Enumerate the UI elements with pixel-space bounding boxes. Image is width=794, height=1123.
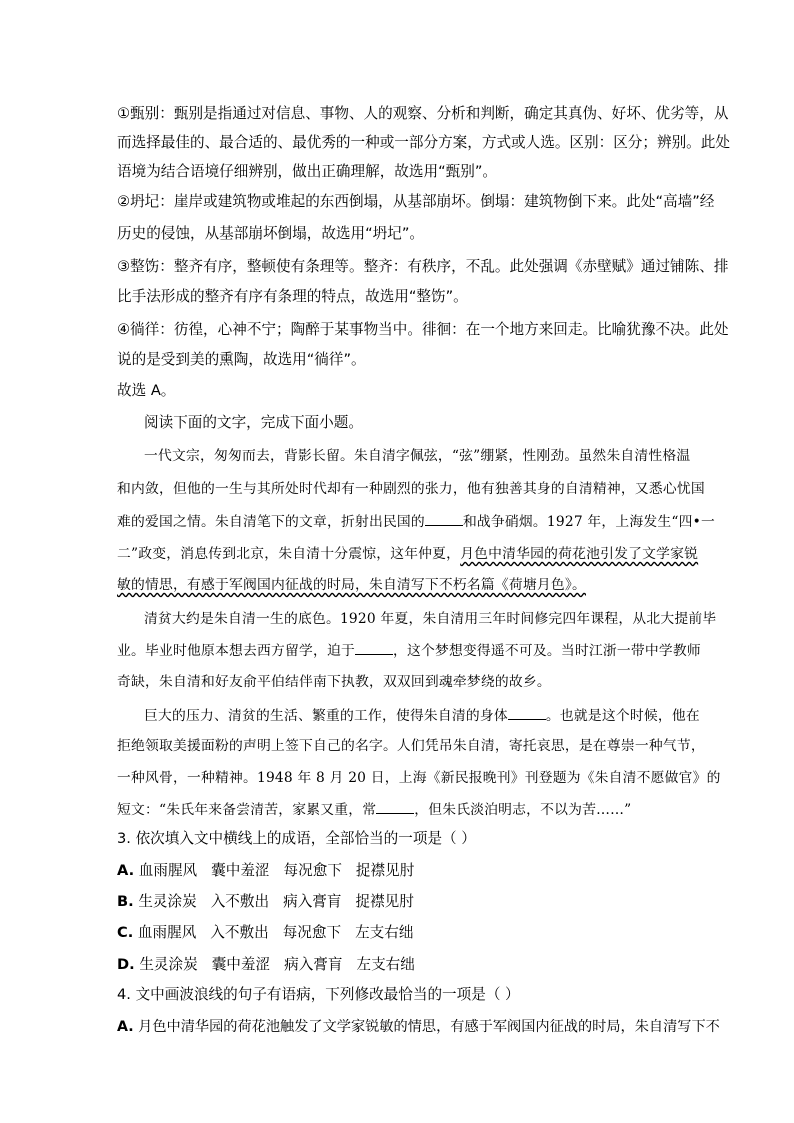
explanation-answer: 故选 A。 [117, 382, 176, 399]
explanation-line-3: 语境为结合语境仔细辨别，做出正确理解，故选用“甄别”。 [117, 163, 497, 180]
passage-p3-line-1-part-b: 。也就是这个时候，他在 [545, 708, 700, 724]
option-label: B. [117, 893, 134, 910]
option-label: D. [117, 956, 135, 973]
option-label: A. [117, 1019, 134, 1035]
option-term: 囊中羞涩 [211, 862, 270, 879]
fill-blank-4 [376, 799, 414, 814]
fill-blank-1 [425, 511, 463, 526]
passage-p2-line-2-part-b: ，这个梦想变得遥不可及。当时江浙一带中学教师 [392, 643, 701, 659]
passage-p2-line-2 [117, 640, 701, 661]
option-term: 生灵涂炭 [139, 956, 198, 973]
passage-p3-line-2: 拒绝领取美援面粉的声明上签下自己的名字。人们凭吊朱自清，寄托哀思，是在尊崇一种气节， [117, 738, 705, 754]
passage-p3-line-3: 一种风骨，一种精神。1948 年 8 月 20 日，上海《新民报晚刊》刊登题为《朱自清不愿做官》的 [117, 770, 721, 786]
explanation-line-5: 历史的侵蚀，从基部崩坏倒塌，故选用“坍圮”。 [117, 225, 424, 242]
fill-blank-3 [508, 705, 546, 720]
passage-p3-line-4-part-a: 短文：“朱氏年来备尝清苦，家累又重，常 [117, 802, 377, 818]
option-term: 每况愈下 [282, 924, 342, 941]
option-term: 入不敷出 [210, 893, 270, 910]
passage-p1-line-3 [117, 511, 715, 532]
wavy-sentence-part-2: 敏的情思，有感于军阀国内征战的时局，朱自清写下不朽名篇《荷塘月色》。 [117, 577, 586, 593]
passage-p1-line-3-part-a: 难的爱国之情。朱自清笔下的文章，折射出民国的 [117, 514, 425, 530]
explanation-line-7: 比手法形成的整齐有序有条理的特点，故选用“整饬”。 [117, 288, 468, 305]
option-term: 病入膏肓 [283, 893, 342, 910]
passage-p1-line-1: 一代文宗，匆匆而去，背影长留。朱自清字佩弦，“弦”绷紧，性刚劲。虽然朱自清性格温 [144, 448, 691, 464]
passage-p3-line-1-part-a: 巨大的压力、清贫的生活、繁重的工作，使得朱自清的身体 [144, 708, 508, 724]
explanation-line-6: ③整饬：整齐有序，整顿使有条理等。整齐：有秩序，不乱。此处强调《赤壁赋》通过铺陈、排 [117, 258, 729, 275]
explanation-line-4: ②坍圮：崖岸或建筑物或堆起的东西倒塌，从基部崩坏。倒塌：建筑物倒下来。此处“高墙”经 [117, 193, 715, 210]
question-3-option-b[interactable] [117, 892, 414, 912]
passage-p3-line-1 [144, 705, 700, 726]
passage-p1-line-3-part-b: 和战争硝烟。1927 年，上海发生“四•一 [462, 514, 715, 530]
question-3-option-a[interactable] [117, 861, 414, 881]
option-term: 生灵涂炭 [138, 893, 197, 910]
passage-p1-line-2: 和内敛，但他的一生与其所处时代却有一种剧烈的张力，他有独善其身的自清精神，又悉心忧国 [117, 481, 705, 497]
option-term: 左支右绌 [355, 924, 414, 941]
option-term: 入不敷出 [210, 924, 269, 941]
explanation-line-2: 而选择最佳的、最合适的、最优秀的一种或一部分方案，方式或人选。区别：区分；辨别。此处 [117, 134, 730, 151]
question-3-option-c[interactable] [117, 923, 413, 943]
option-text: 月色中清华园的荷花池触发了文学家锐敏的情思，有感于军阀国内征战的时局，朱自清写下不 [138, 1019, 720, 1035]
question-4-stem: 4. 文中画波浪线的句子有语病，下列修改最恰当的一项是（ ） [117, 986, 520, 1003]
option-term: 血雨腥风 [138, 862, 198, 879]
passage-p2-line-3: 奇缺，朱自清和好友俞平伯结伴南下执教，双双回到魂牵梦绕的故乡。 [117, 674, 551, 690]
passage-p1-line-5 [117, 575, 586, 595]
question-3-stem: 3. 依次填入文中横线上的成语，全部恰当的一项是（ ） [117, 830, 476, 847]
wavy-sentence-part-1: 月色中清华园的荷花池引发了文学家锐 [460, 546, 699, 562]
option-term: 病入膏肓 [284, 956, 343, 973]
question-3-option-d[interactable] [117, 955, 415, 975]
question-4-option-a[interactable] [117, 1017, 720, 1037]
explanation-line-8: ④徜徉：彷徨，心神不宁；陶醉于某事物当中。徘徊：在一个地方来回走。比喻犹豫不决。此处 [117, 321, 729, 338]
fill-blank-2 [355, 640, 393, 655]
passage-p3-line-4-part-b: ，但朱氏淡泊明志，不以为苦……” [414, 802, 632, 818]
passage-p2-line-2-part-a: 业。毕业时他原本想去西方留学，迫于 [117, 643, 355, 659]
option-term: 血雨腥风 [137, 924, 197, 941]
passage-p3-line-4 [117, 799, 631, 820]
option-term: 捉襟见肘 [355, 893, 414, 910]
passage-p1-line-4 [117, 544, 698, 564]
option-label: A. [117, 862, 135, 879]
option-term: 每况愈下 [283, 862, 342, 879]
option-term: 左支右绌 [356, 956, 415, 973]
option-term: 囊中羞涩 [211, 956, 271, 973]
passage-p1-line-4-part-a: 二”政变，消息传到北京，朱自清十分震惊，这年仲夏， [117, 546, 461, 562]
option-label: C. [117, 924, 134, 941]
passage-p2-line-1: 清贫大约是朱自清一生的底色。1920 年夏，朱自清用三年时间修完四年课程，从北大提前毕 [144, 611, 717, 627]
explanation-line-9: 说的是受到美的熏陶，故选用“徜徉”。 [117, 351, 366, 368]
option-term: 捉襟见肘 [355, 862, 415, 879]
reading-instruction: 阅读下面的文字，完成下面小题。 [144, 414, 363, 431]
explanation-line-1: ①甄别：甄别是指通过对信息、事物、人的观察、分析和判断，确定其真伪、好坏、优劣等，从 [117, 105, 729, 122]
